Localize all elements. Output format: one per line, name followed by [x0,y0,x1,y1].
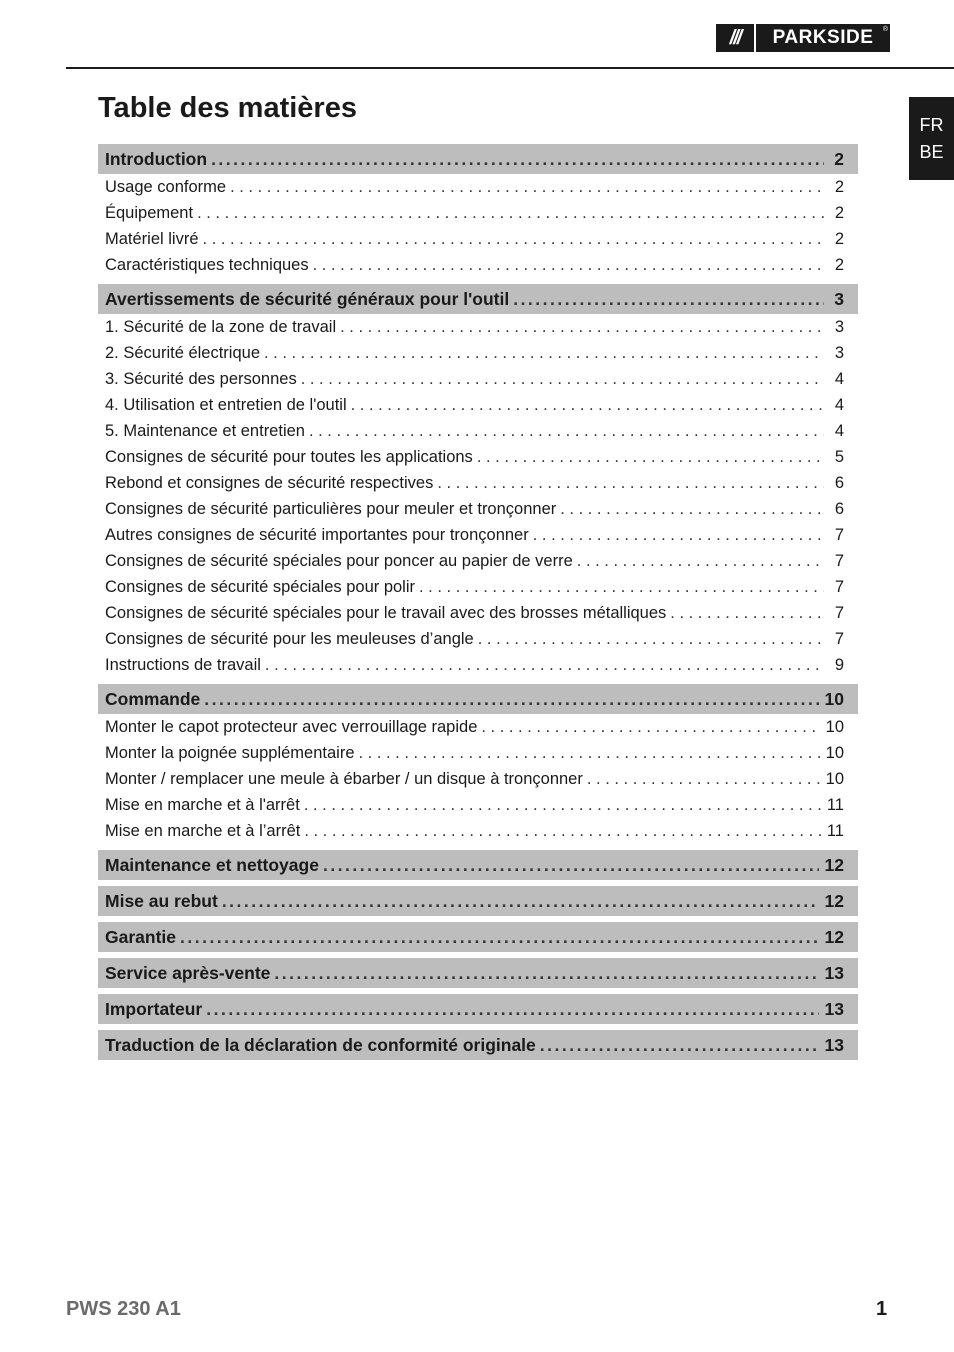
toc-section-importer[interactable] [98,994,858,1024]
toc-section-introduction[interactable] [98,144,858,174]
toc-item[interactable] [98,340,858,366]
toc-section-page: 12 [824,890,844,911]
toc-item[interactable] [98,652,858,678]
toc-item-title: Usage conforme [105,177,227,196]
toc-item-title: Consignes de sécurité pour toutes les applications [105,447,473,466]
toc-item-title: Consignes de sécurité spéciales pour polir [105,577,416,596]
toc-item-title: Monter la poignée supplémentaire [105,743,355,762]
toc-item-title: Consignes de sécurité spéciales pour le travail avec des brosses métalliques [105,603,667,622]
toc-item[interactable] [98,574,858,600]
toc-item[interactable] [98,174,858,200]
toc-item[interactable] [98,444,858,470]
toc-section-page: 13 [824,1034,844,1055]
toc-item-page: 3 [834,317,844,336]
toc-section-page: 2 [834,148,844,169]
toc-section-disposal[interactable] [98,886,858,916]
toc-item[interactable] [98,392,858,418]
language-fr: FR [919,114,944,135]
footer-page-number: 1 [876,1298,888,1320]
toc-item-title: 5. Maintenance et entretien [105,421,305,440]
toc-section-page: 12 [824,854,844,875]
toc-section-title: Traduction de la déclaration de conformité originale [105,1034,536,1055]
toc-section-safety-warnings[interactable] [98,284,858,314]
toc-item-title: Consignes de sécurité particulières pour meuler et tronçonner [105,499,557,518]
header-rule [66,67,954,69]
toc-section-commande[interactable] [98,684,858,714]
toc-item[interactable] [98,600,858,626]
toc-item-title: Monter le capot protecteur avec verrouillage rapide [105,717,478,736]
toc-item[interactable] [98,626,858,652]
toc-item[interactable] [98,818,858,844]
logo-registered-mark: ® [882,26,888,33]
toc-item-page: 10 [825,769,844,788]
toc-item-page: 2 [834,203,844,222]
toc-item-page: 3 [834,343,844,362]
toc-section-page: 10 [824,688,844,709]
toc-item[interactable] [98,740,858,766]
toc-item[interactable] [98,314,858,340]
toc-item-page: 9 [834,655,844,674]
toc-item-page: 10 [825,717,844,736]
toc-item[interactable] [98,200,858,226]
toc-item-title: 4. Utilisation et entretien de l'outil [105,395,347,414]
toc-item[interactable] [98,714,858,740]
toc-item-title: Autres consignes de sécurité importantes pour tronçonner [105,525,529,544]
toc-section-after-sales[interactable] [98,958,858,988]
toc-section-title: Introduction [105,148,208,169]
language-be: BE [919,141,944,162]
toc-item-title: Caractéristiques techniques [105,255,309,274]
toc-item[interactable] [98,522,858,548]
toc-section-page: 13 [824,962,844,983]
toc-item-page: 7 [834,629,844,648]
toc-item-title: Matériel livré [105,229,199,248]
toc-item-title: Consignes de sécurité pour les meuleuses d’angle [105,629,474,648]
toc-item-page: 11 [826,821,844,840]
toc-section-title: Mise au rebut [105,890,218,911]
toc-item-page: 2 [834,255,844,274]
table-of-contents [98,144,858,1060]
toc-item[interactable] [98,226,858,252]
toc-section-title: Garantie [105,926,176,947]
toc-section-title: Commande [105,688,201,709]
toc-item-page: 7 [834,525,844,544]
footer-model: PWS 230 A1 [66,1298,181,1320]
page-title: Table des matières [98,92,357,124]
toc-item-page: 7 [834,551,844,570]
toc-item-title: Monter / remplacer une meule à ébarber / un disque à tronçonner [105,769,583,788]
toc-item-page: 4 [834,395,844,414]
logo-slashes: /// [716,24,756,52]
toc-item[interactable] [98,496,858,522]
toc-section-declaration[interactable] [98,1030,858,1060]
toc-section-title: Importateur [105,998,203,1019]
toc-item[interactable] [98,418,858,444]
toc-item-page: 11 [826,795,844,814]
toc-item-page: 2 [834,229,844,248]
toc-section-maintenance[interactable] [98,850,858,880]
toc-item-title: 2. Sécurité électrique [105,343,261,362]
toc-item-title: 3. Sécurité des personnes [105,369,297,388]
toc-item-page: 7 [834,577,844,596]
toc-item-page: 10 [825,743,844,762]
toc-section-page: 13 [824,998,844,1019]
toc-item-title: Mise en marche et à l’arrêt [105,821,301,840]
toc-section-page: 3 [834,288,844,309]
toc-item[interactable] [98,792,858,818]
toc-section-title: Avertissements de sécurité généraux pour l'outil [105,288,510,309]
toc-item[interactable] [98,548,858,574]
language-tab [909,97,954,180]
toc-section-title: Maintenance et nettoyage [105,854,319,875]
toc-item-page: 4 [834,421,844,440]
toc-item-title: Rebond et consignes de sécurité respectives [105,473,434,492]
toc-item[interactable] [98,366,858,392]
toc-section-page: 12 [824,926,844,947]
toc-section-title: Service après-vente [105,962,271,983]
logo-brand-name: PARKSIDE [772,27,874,48]
toc-item-page: 6 [834,473,844,492]
toc-item-page: 4 [834,369,844,388]
parkside-logo [716,24,890,52]
toc-item-title: Consignes de sécurité spéciales pour poncer au papier de verre [105,551,573,570]
toc-item-title: Instructions de travail [105,655,261,674]
toc-item-title: 1. Sécurité de la zone de travail [105,317,337,336]
toc-item-title: Mise en marche et à l'arrêt [105,795,300,814]
toc-item-title: Équipement [105,203,194,222]
toc-item-page: 7 [834,603,844,622]
toc-item-page: 6 [834,499,844,518]
toc-section-warranty[interactable] [98,922,858,952]
toc-item-page: 2 [834,177,844,196]
toc-item[interactable] [98,766,858,792]
toc-item[interactable] [98,252,858,278]
toc-item[interactable] [98,470,858,496]
toc-item-page: 5 [834,447,844,466]
